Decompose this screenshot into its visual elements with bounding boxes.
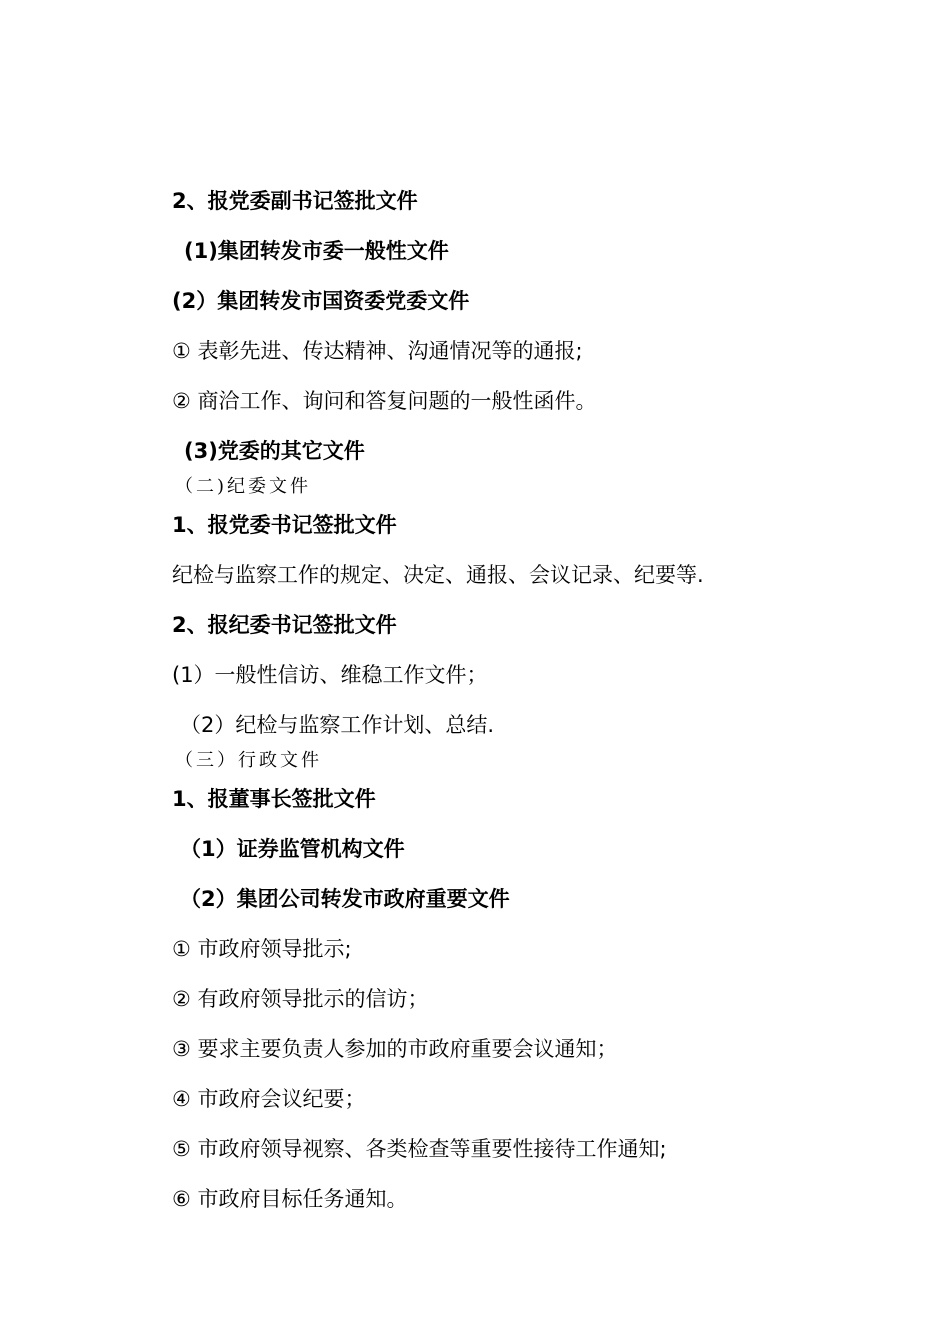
subitem-inspection-reception-notices: ⑤ 市政府领导视察、各类检查等重要性接待工作通知; (172, 1137, 667, 1161)
item-3-other-party-docs: (3)党委的其它文件 (184, 439, 365, 463)
section-2-discipline-committee: （二)纪委文件 (175, 476, 312, 497)
subitem-target-task-notices: ⑥ 市政府目标任务通知。 (172, 1187, 408, 1211)
subitem-commendation-notices: ① 表彰先进、传达精神、沟通情况等的通报; (172, 339, 583, 363)
subitem-petitions-with-instructions: ② 有政府领导批示的信访； (172, 987, 429, 1011)
heading-1-party-secretary: 1、报党委书记签批文件 (172, 513, 397, 537)
section-3-administrative-docs: （三）行政文件 (175, 750, 322, 771)
subitem-meeting-notices: ③ 要求主要负责人参加的市政府重要会议通知； (172, 1037, 618, 1061)
item-2-sasac-party-docs: (2）集团转发市国资委党委文件 (172, 289, 470, 313)
item-1-petition-docs: (1）一般性信访、维稳工作文件； (172, 663, 488, 687)
item-2-municipal-government-docs: （2）集团公司转发市政府重要文件 (180, 887, 510, 911)
heading-2-discipline-secretary: 2、报纪委书记签批文件 (172, 613, 397, 637)
subitem-leader-instructions: ① 市政府领导批示; (172, 937, 352, 961)
subitem-meeting-minutes: ④ 市政府会议纪要； (172, 1087, 366, 1111)
discipline-regulations-text: 纪检与监察工作的规定、决定、通报、会议记录、纪要等. (172, 563, 704, 587)
item-1-securities-regulator-docs: （1）证券监管机构文件 (180, 837, 405, 861)
subitem-general-letters: ② 商洽工作、询问和答复问题的一般性函件。 (172, 389, 597, 413)
item-2-work-plan: （2）纪检与监察工作计划、总结. (180, 713, 495, 737)
heading-2-deputy-party-secretary: 2、报党委副书记签批文件 (172, 189, 418, 213)
item-1-municipal-committee-docs: (1)集团转发市委一般性文件 (184, 239, 449, 263)
heading-1-chairman: 1、报董事长签批文件 (172, 787, 376, 811)
